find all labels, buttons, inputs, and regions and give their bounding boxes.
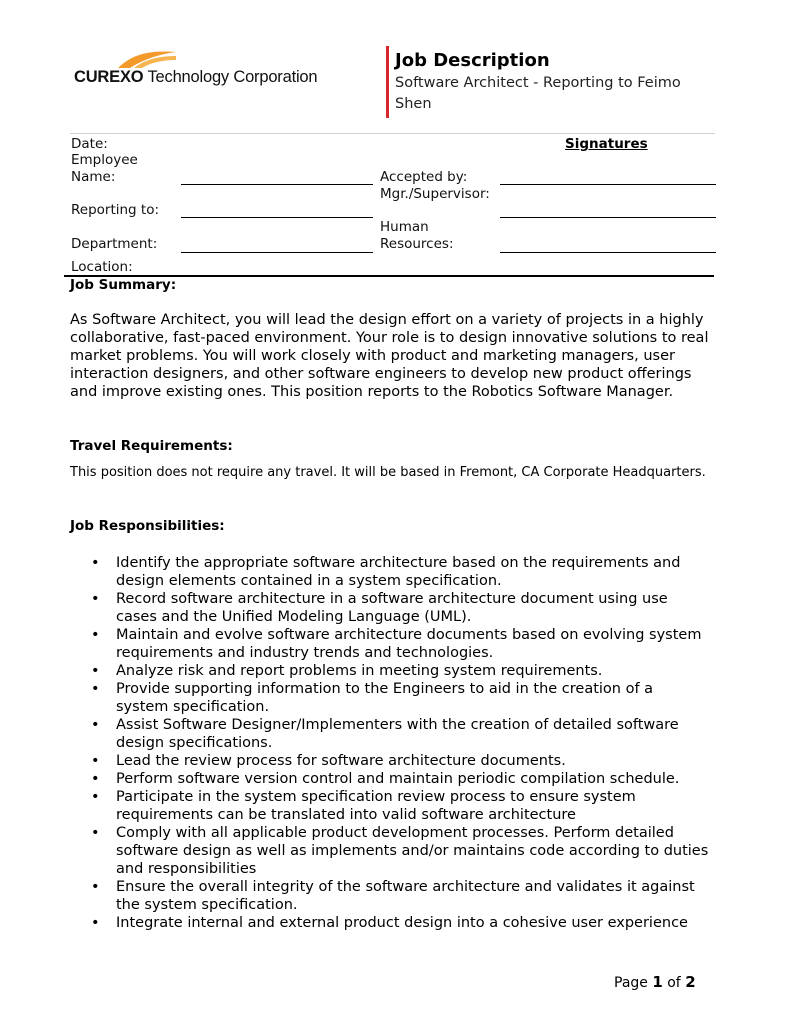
document-subtitle: Software Architect - Reporting to Feimo Shen — [395, 75, 681, 112]
list-item: • Maintain and evolve software architecture documents based on evolving system requirements and industry trends and technologies. — [70, 626, 710, 662]
accepted-by-signature-field[interactable] — [500, 184, 716, 185]
document-title: Job Description — [395, 50, 550, 71]
list-item: • Participate in the system specification review process to ensure system requirements can be translated into valid software architecture — [70, 788, 710, 824]
responsibilities-list — [70, 554, 710, 932]
signatures-heading: Signatures — [565, 136, 648, 152]
page-number: Page 1 of 2 — [614, 973, 696, 991]
list-item: • Provide supporting information to the Engineers to aid in the creation of a system specification. — [70, 680, 710, 716]
department-label: Department: — [71, 236, 158, 252]
list-item: • Integrate internal and external product design into a cohesive user experience — [70, 914, 710, 932]
reporting-to-field[interactable] — [181, 217, 373, 218]
travel-requirements-text: This position does not require any travel. It will be based in Fremont, CA Corporate Headquarters. — [70, 465, 706, 480]
logo-swoosh-icon — [116, 48, 178, 70]
list-item: • Assist Software Designer/Implementers with the creation of detailed software design specifications. — [70, 716, 710, 752]
mgr-supervisor-label: Mgr./Supervisor: — [380, 186, 490, 202]
list-item: • Perform software version control and maintain periodic compilation schedule. — [70, 770, 710, 788]
employee-name-label: Employee Name: — [71, 152, 138, 185]
human-resources-label: Human Resources: — [380, 219, 454, 252]
list-item: • Ensure the overall integrity of the software architecture and validates it against the system specification. — [70, 878, 710, 914]
company-logo — [74, 48, 334, 92]
human-resources-signature-field[interactable] — [500, 252, 716, 253]
list-item: • Comply with all applicable product development processes. Perform detailed software design as well as implements and/or maintains code according to duties and responsibilities — [70, 824, 710, 878]
list-item: • Analyze risk and report problems in meeting system requirements. — [70, 662, 710, 680]
department-field[interactable] — [181, 252, 373, 253]
date-label: Date: — [71, 136, 108, 152]
job-responsibilities-heading: Job Responsibilities: — [70, 518, 225, 534]
company-name: CUREXO Technology Corporation — [74, 68, 318, 86]
header-accent-bar — [386, 46, 389, 118]
list-item: • Record software architecture in a software architecture document using use cases and the Unified Modeling Language (UML). — [70, 590, 710, 626]
travel-requirements-heading: Travel Requirements: — [70, 438, 233, 454]
location-label: Location: — [71, 259, 133, 275]
job-summary-heading: Job Summary: — [70, 277, 177, 293]
list-item: • Identify the appropriate software architecture based on the requirements and design elements contained in a system specification. — [70, 554, 710, 590]
job-summary-text: As Software Architect, you will lead the design effort on a variety of projects in a highly collaborative, fast-paced environment. Your role is to design innovative solutions to real market problems. You will work closely with product and marketing managers, user interaction designers, and other software engineers to develop new product offerings and improve existing ones. This position reports to the Robotics Software Manager. — [70, 312, 709, 400]
list-item: • Lead the review process for software architecture documents. — [70, 752, 710, 770]
accepted-by-label: Accepted by: — [380, 169, 468, 185]
employee-name-field[interactable] — [181, 184, 373, 185]
reporting-to-label: Reporting to: — [71, 202, 160, 218]
header-divider — [70, 133, 715, 134]
mgr-supervisor-signature-field[interactable] — [500, 217, 716, 218]
